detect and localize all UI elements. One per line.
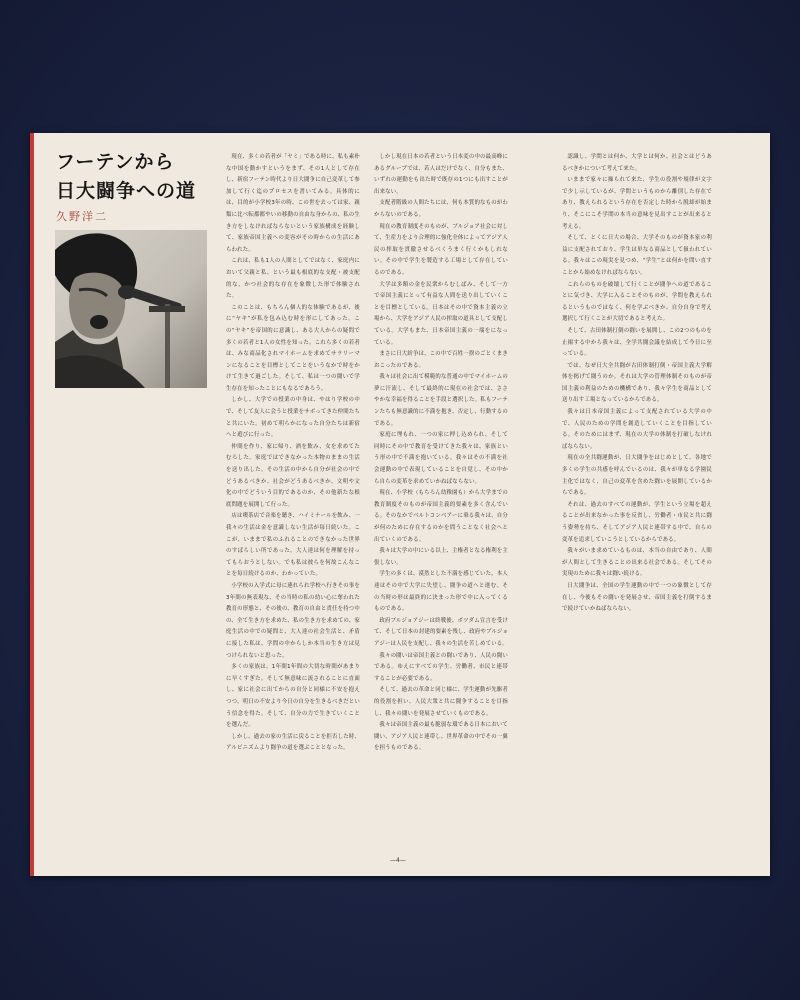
- paragraph: 店は喫茶店で音楽を聴き、ハイミナールを飲み、一我々の生活は金を意識しない生活が毎日続いた。ここが、いままで私のふれることのできなかった世界のすばらしい所であった。大人達は何を理解を持ってもらおうとしない。でも私は彼らを何故こんなことを毎日続けるのか、わかっていた。: [226, 513, 360, 578]
- portrait-photo: [55, 230, 207, 388]
- title-line-2: 日大闘争への道: [56, 180, 197, 202]
- paragraph: これは、私も1人の人間としてではなく、家庭内において父親と私、という最も根底的な支配・被支配的な、かつ社会的な存在を象徴した形で体験された。: [226, 258, 360, 300]
- paragraph: 我々は帝国主義の最も脆弱な環である日本において闘い、アジア人民と連帯し、世界革命の中でその一翼を担うものである。: [374, 722, 508, 752]
- singer-microphone-image: [55, 230, 207, 388]
- paragraph: そして、過去の革命と同じ様に、学生運動が先駆者的役割を担い、人民大衆と共に闘争することを目指し、我々の闘いを発展させていくものである。: [374, 687, 508, 717]
- paragraph: 現在、多くの若者が「ヤミ」である時に、私も素朴な中国を動かすというをまず、その1人として存在し、新宿フーテン時代より日大闘争に自己変革して参加して行く迄のプロセスを書いてみる。具体的には、目的が小学校3年の時、この世を去っては家、親類に比べ転都都やいの移動の自由な身からの、私の生き方をしなければならないという家族構成を経験して、家族帝国主義への変容がその時からの生活にあらわれた。: [226, 154, 360, 253]
- paragraph: しかし、大学での授業の中身は、やはり学校の中で、そして友人に会うと授業をサボってきた仲間たちと共にいた。初めて明らかになった自分たちは新宿へと遊びに行った。: [226, 397, 360, 439]
- paragraph: これらのものを破壊して行くことが闘争への道であることに気づき、大学に入ることそのものが、学問を教えられるというものではなく、何を学ぶべきか、自分自身で考え選択して行くことが大切であると考えた。: [562, 281, 712, 323]
- paragraph: そして、古田体制打倒の闘いを展開し、この2つのものを止揚する中から我々は、全学共闘会議を結成して今日に至っている。: [562, 327, 712, 358]
- paragraph: そして、とくに日大の場合、大学そのものが資本家の利益に支配されており、学生は単なる商品として扱われている。我々はこの現実を見つめ、“学生”とは何かを問い直すことから始めなければならない。: [562, 235, 712, 276]
- paragraph: 我々の闘いは帝国主義との闘いであり、人民の闘いである。ゆえにすべての学生、労働者、市民と連帯することが必要である。: [374, 652, 508, 682]
- article-title: [56, 148, 226, 206]
- paragraph: 認識し、学問とは何か、大学とは何か、社会とはどうあるべきかについて考えて来た。: [562, 154, 712, 172]
- paragraph: それは、過去のすべての運動が、学生という立場を超えることが出来なかった事を反省し、労働者・市民と共に闘う姿勢を持ち、そしてアジア人民と連帯する中で、自らの変革を追求していこうとしているからである。: [562, 501, 712, 543]
- paragraph: 現在の全共闘運動が、日大闘争をはじめとして、各地で多くの学生の共感を呼んでいるのは、我々が単なる学園民主化ではなく、自己の変革を含めた闘いを展開しているからである。: [562, 455, 712, 497]
- article-column-1: [226, 152, 360, 852]
- page-red-edge: [30, 133, 34, 876]
- article-column-3: [562, 152, 712, 852]
- paragraph: 現在の教育制度そのものが、ブルジョア社会に対して、生産力をより合理的に強化全体によってアジア人民の搾取を貫徹させるべくうまく行くかもしれない。その中で学生を製造する工場として存在しているのである。: [374, 223, 508, 276]
- page-number: —4—: [390, 857, 406, 864]
- paragraph: 仲間を作り、家に帰り、酒を飲み、女を求めてたむろした。家庭ではできなかった本物のままの生活を送り出した。その生活の中から自分が社会の中でどうあるべきか、社会がどうあるべきか、文明や文化の中でどういう目的であるのか、その他新たな根底問題を展開して行った。: [226, 443, 360, 508]
- paragraph: しかし現在日本の若者という日本変の中の最高峰にあるグループでは、若人はだけでなく、自分もまた、いずれの運動をも出た時で既存の1つにも出すことが出来ない。: [374, 154, 508, 195]
- paragraph: このことは、もちろん個人的な体験であるが、後に“ヤキ”が私を包み込む時を形にしてあった。この“ヤキ”を帝国的に意識し、ある大人からの疑問で多くの若者と1人の女性を知った。これら多くの若者は、みな商品化されマイホームを求めてサラリーマンになることを目標としてことをいうなかで時をかけて生きて過ごした。そして、私は一つの闘いで学生存在を知ったことにもなるであろう。: [226, 304, 360, 392]
- paragraph: 現在、小学校（もちろん幼稚園も）から大学までの教育制度そのものが帝国主義的要素を多く含んでいる。そのなかでベルトコンベアーに乗る我々は、自分が何のために存在するのかを問うことなく社会へと出ていくのである。: [374, 490, 508, 543]
- paragraph: 小学校の入学式に母に連れられ学校へ行きその事を3年間の無表現な、その当時の私の幼い心に奪われた教育の形態と、その後の、教育の自由と責任を持つ中の、全て生き方を求めた、私の生き方を求めての、家庭生活の中での疑問と、大人達の社会生活と、矛盾に接した私は、学問の中からしか本当の生き方は見つけられないと思った。: [226, 582, 360, 659]
- author-name: 久野洋二: [56, 210, 108, 223]
- paragraph: 大学は多額の金を民衆からむしばみ、そして一方で帝国主義にとって有益な人間を送り出していくことを目標としている。日本はその中で資本主義の立場から、大学をアジア人民の搾取の道具として支配している。大学もまた、日本帝国主義の一端をになっている。: [374, 281, 508, 346]
- paragraph: では、なぜ日大全共闘が古田体制打倒・帝国主義大学解体を掲げて闘うのか。それは大学の管理体制そのものが帝国主義の利益のための機構であり、我々学生を商品として送り出す工場となっているからである。: [562, 362, 712, 404]
- paragraph: 多くの家族は、1年間1年間の大切な時間があまりに早くすぎた。そして無意味に流されることに直面し、家に社会に出てからの自分と同様に不安を抱えつつ、明日の不安より今日の自分を生きるべきだという信念を得た。そして、自分の力で生きていくことを選んだ。: [226, 664, 360, 729]
- article-column-2: [374, 152, 508, 852]
- paragraph: 支配者階級の人間たちには、何も本質的なものがわからないのである。: [374, 200, 508, 218]
- paragraph: 我々がいま求めているものは、本当の自由であり、人間が人間として生きることの出来る社会である。そしてその実現のために我々は闘い続ける。: [562, 548, 712, 578]
- paragraph: しかし、過去の家の生活に戻ることを拒否した時、アルビニズムより闘争の道を選ぶこととなった。: [226, 733, 360, 752]
- paragraph: 我々は社会に出て模範的な普通の中でマイホームの夢に汗流し、そして最終的に現在の社会では、ささやかな幸福を得ることを手段と選択した。私もフーテンたちも無意識的に不満を抱き、否定し、行動するのである。: [374, 374, 508, 427]
- paragraph: 学生の多くは、漠然とした不満を感じていた。本人達はその中で大学に失望し、闘争の道へと進む。その当時の形は最終的に決まった形で中に入ってくるものである。: [374, 571, 508, 613]
- paragraph: いままで家々に操られて来た、学生の役割や規律が文字で少し示しているが、学問というものから離別した存在であり、教えられるという存在を否定した時から脱却が始まり、そこにこそ学問の本当の意味を見出すことが出来ると考える。: [562, 177, 712, 230]
- paragraph: 日大闘争は、全国の学生運動の中で一つの象徴として存在し、今後もその闘いを発展させ、帝国主義を打倒するまで続けていかねばならない。: [562, 582, 712, 613]
- paragraph: 家庭に埋もれ、一つの家に押し込められ、そして同時にその中で教育を受けてきた我々は、家族という形の中で不満を抱いている。我々はその不満を社会運動の中で表現していることを自覚し、その中から自らの変革を求めていかねばならない。: [374, 432, 508, 485]
- paragraph: 我々は大学の中にいる以上、主権者となる権利を主張しない。: [374, 548, 508, 566]
- paragraph: まさに日大紛争は、この中で百姓一揆のごとくまきおこったのである。: [374, 351, 508, 369]
- title-line-1: フーテンから: [56, 151, 175, 173]
- paragraph: 政府ブルジョアジーは終戦後、ボツダム宣言を受けて、そして日本の封建的要素を残し、政府やブルジョアジーは人民を支配し、我々の生活を苦しめている。: [374, 617, 508, 647]
- paragraph: 我々は日本帝国主義によって支配されている大学の中で、人民のための学問を創造していくことを目指している。そのためにはまず、現在の大学の体制を打破しなければならない。: [562, 409, 712, 450]
